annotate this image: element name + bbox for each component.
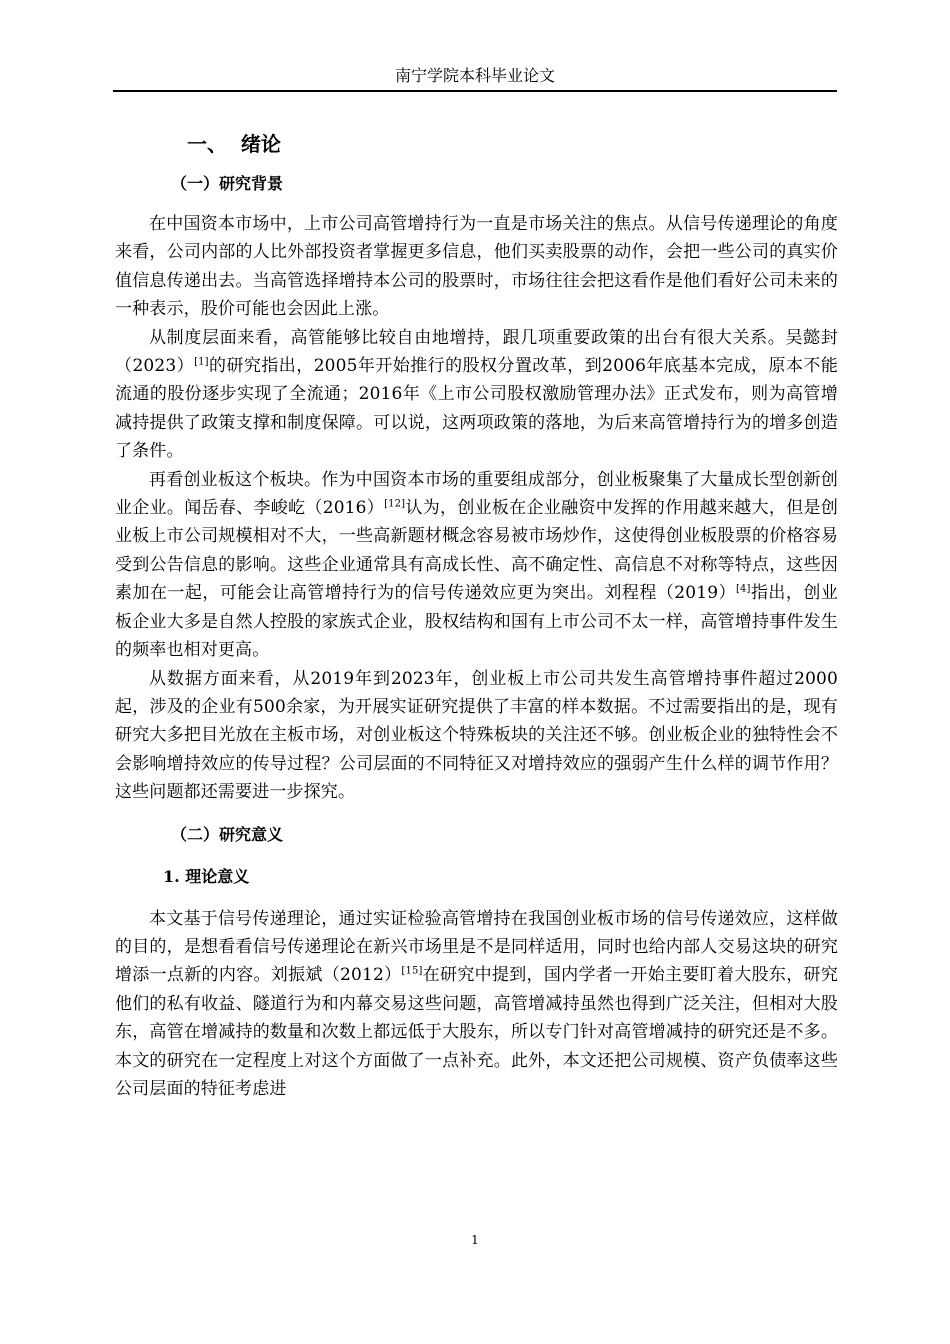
subsection-heading-significance: （二）研究意义 [171, 824, 284, 844]
paragraph-background-2 [115, 324, 838, 466]
paragraph-background-3 [115, 466, 838, 665]
paragraph-text: 再看创业板这个板块。作为中国资本市场的重要组成部分，创业板聚集了大量成长型创新创业企业。闻岳春、李峻屹（2016） [115, 469, 838, 519]
running-header [113, 64, 837, 92]
paragraph-background-4: 从数据方面来看，从2019年到2023年，创业板上市公司共发生高管增持事件超过2000起，涉及的企业有500余家，为开展实证研究提供了丰富的样本数据。不过需要指出的是，现有研究大多把目光放在主板市场，对创业板这个特殊板块的关注还不够。创业板企业的独特性会不会影响增持效应的传导过程？公司层面的不同特征又对增持效应的强弱产生什么样的调节作用？这些问题都还需要进一步探究。 [115, 668, 838, 803]
paragraph-text: 认为，创业板在企业融资中发挥的作用越来越大，但是创业板上市公司规模相对不大，一些高新题材概念容易被市场炒作，这使得创业板股票的价格容易受到公告信息的影响。这些企业通常具有高成长性、高不确定性、高信息不对称等特点，这些因素加在一起，可能会让高管增持行为的信号传递效应更为突出。刘程程（2019） [115, 498, 838, 604]
citation-ref: [15] [401, 965, 423, 977]
paragraph-theory [115, 905, 838, 1104]
paragraph-text: 在研究中提到，国内学者一开始主要盯着大股东，研究他们的私有收益、隧道行为和内幕交易这些问题，高管增减持虽然也得到广泛关注，但相对大股东，高管在增减持的数量和次数上都远低于大股东，所以专门针对高管增减持的研究还是不多。本文的研究在一定程度上对这个方面做了一点补充。此外，本文还把公司规模、资产负债率这些公司层面的特征考虑进 [115, 965, 838, 1099]
page-number: 1 [471, 1233, 479, 1247]
subsection-heading-background: （一）研究背景 [171, 174, 284, 193]
paragraph-background-1: 在中国资本市场中，上市公司高管增持行为一直是市场关注的焦点。从信号传递理论的角度来看，公司内部的人比外部投资者掌握更多信息，他们买卖股票的动作，会把一些公司的真实价值信息传递出去。当高管选择增持本公司的股票时，市场往往会把这看作是他们看好公司未来的一种表示，股价可能也会因此上涨。 [115, 214, 838, 320]
paragraph-text: 的研究指出，2005年开始推行的股权分置改革，到2006年底基本完成，原本不能流通的股份逐步实现了全流通；2016年《上市公司股权激励管理办法》正式发布，则为高管增减持提供了政策支撑和制度保障。可以说，这两项政策的落地，为后来高管增持行为的增多创造了条件。 [115, 356, 838, 462]
paragraph-text: 本文基于信号传递理论，通过实证检验高管增持在我国创业板市场的信号传递效应，这样做的目的，是想看看信号传递理论在新兴市场里是不是同样适用，同时也给内部人交易这块的研究增添一点新的内容。刘振斌（2012） [115, 908, 838, 986]
citation-ref: [12] [384, 498, 406, 510]
page-body [115, 124, 838, 1103]
citation-ref: [1] [194, 356, 209, 368]
paragraph-text: 指出，创业板企业大多是自然人控股的家族式企业，股权结构和国有上市公司不太一样，高管增持事件发生的频率也相对更高。 [115, 583, 839, 661]
header-title: 南宁学院本科毕业论文 [394, 66, 555, 85]
paragraph-text: 从制度层面来看，高管能够比较自由地增持，跟几项重要政策的出台有很大关系。吴懿封（2023） [115, 327, 838, 377]
section-heading: 一、 绪论 [187, 132, 281, 156]
citation-ref: [4] [735, 583, 751, 595]
item-heading-theory: 1. 理论意义 [163, 866, 250, 886]
